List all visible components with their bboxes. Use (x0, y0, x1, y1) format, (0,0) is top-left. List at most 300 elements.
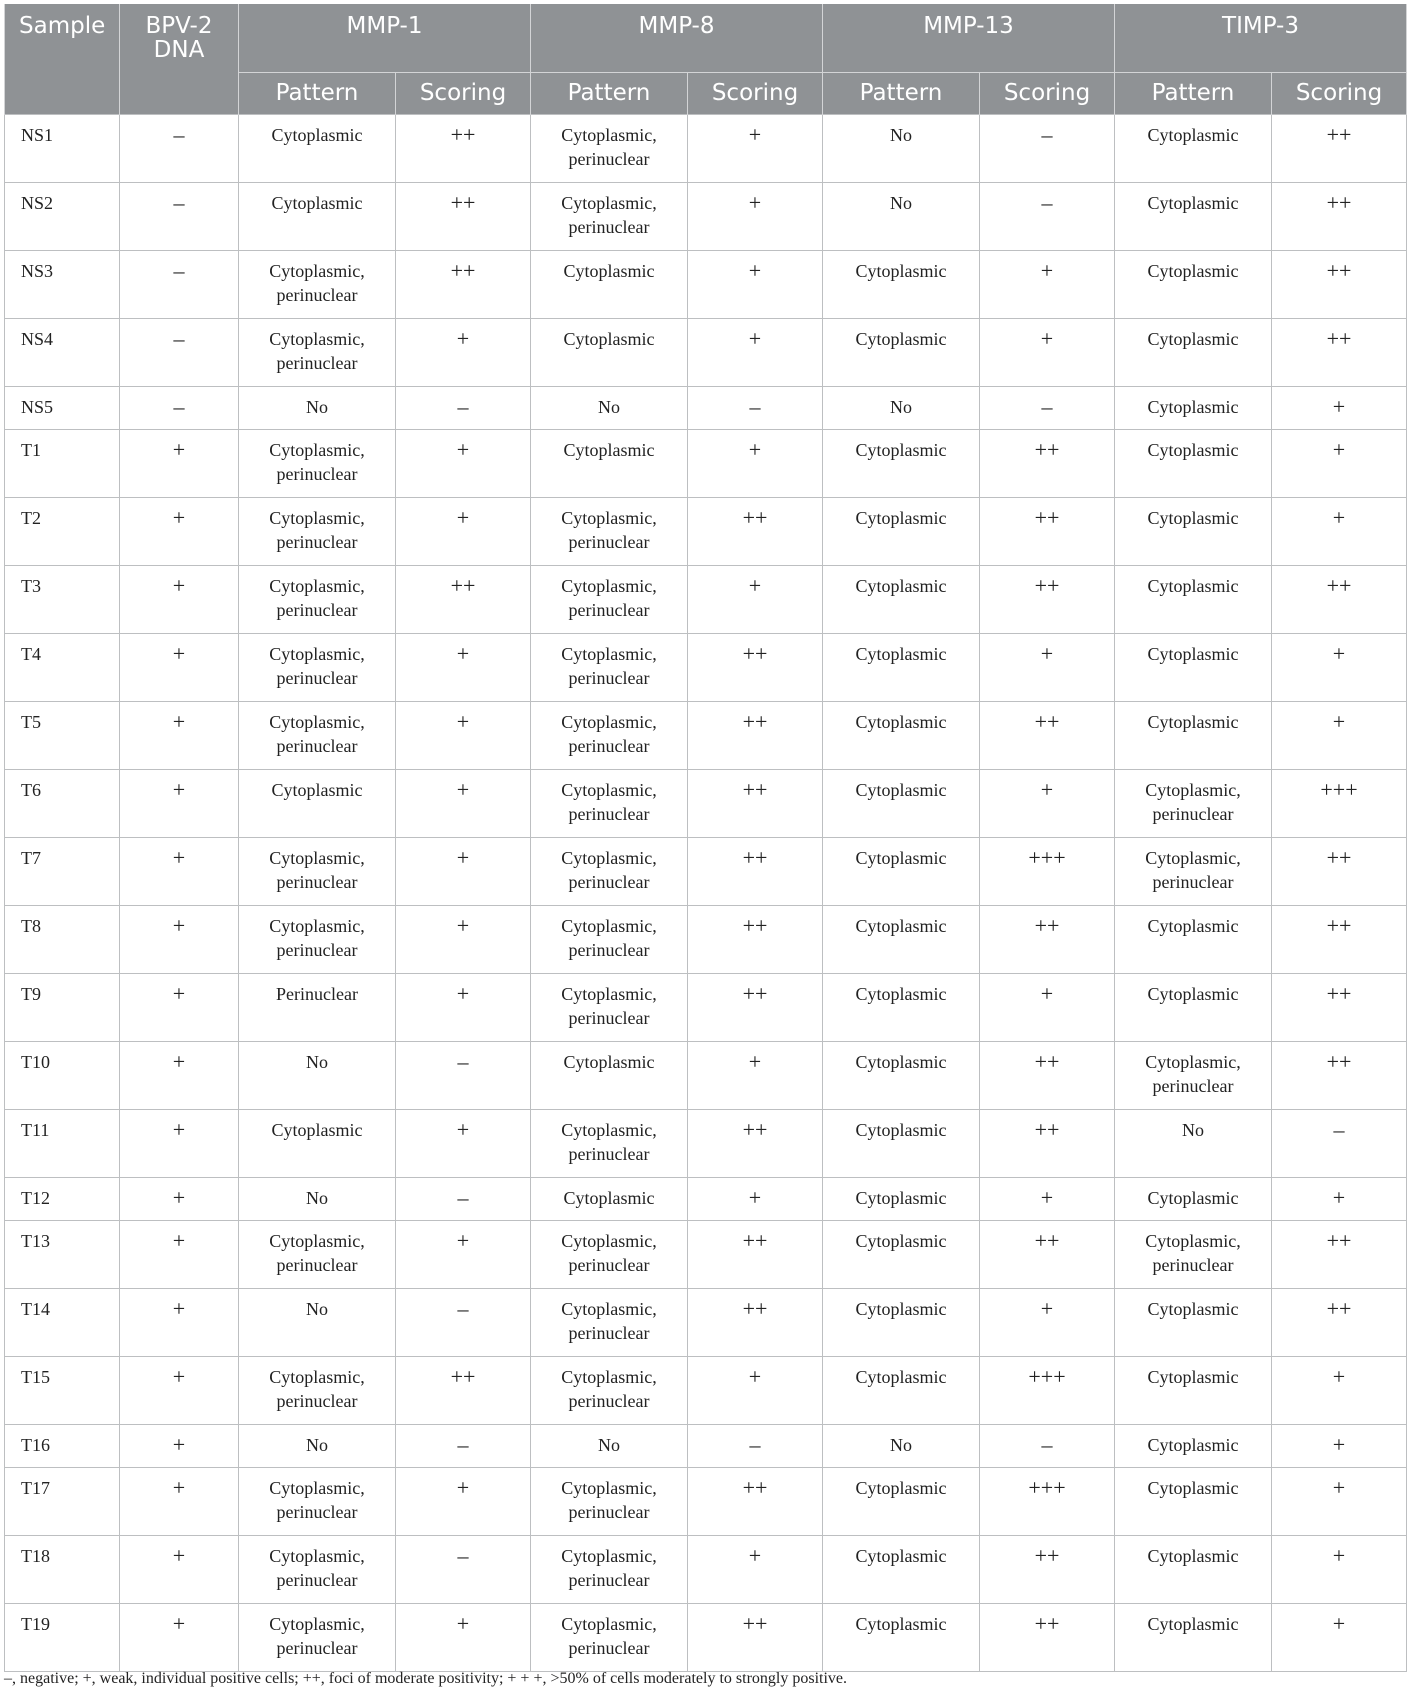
cell-mmp8-scoring: ++ (688, 973, 823, 1041)
cell-bpv2-dna: + (120, 1424, 239, 1467)
cell-mmp1-pattern: No (239, 1177, 396, 1220)
cell-mmp8-pattern (531, 1603, 688, 1671)
cell-mmp8-scoring: + (688, 114, 823, 182)
cell-mmp13-pattern: Cytoplasmic (823, 1356, 980, 1424)
cell-text-line: perinuclear (568, 871, 650, 892)
table-row (5, 1220, 1407, 1288)
table-row (5, 497, 1407, 565)
cell-timp3-scoring: ++ (1272, 1220, 1407, 1288)
cell-text-line: Cytoplasmic, (561, 983, 657, 1004)
table-row (5, 1467, 1407, 1535)
cell-timp3-scoring: +++ (1272, 769, 1407, 837)
cell-text-line: perinuclear (1152, 803, 1234, 824)
cell-mmp13-scoring: + (980, 1177, 1115, 1220)
cell-timp3-scoring: ++ (1272, 973, 1407, 1041)
cell-sample: T1 (5, 429, 120, 497)
cell-bpv2-dna: + (120, 1356, 239, 1424)
cell-text-line: Cytoplasmic, (1145, 847, 1241, 868)
cell-timp3-scoring: ++ (1272, 837, 1407, 905)
cell-timp3-scoring: ++ (1272, 1288, 1407, 1356)
cell-text-line: Cytoplasmic, (269, 328, 365, 349)
cell-bpv2-dna: + (120, 633, 239, 701)
cell-timp3-pattern: Cytoplasmic (1115, 250, 1272, 318)
cell-bpv2-dna: + (120, 1041, 239, 1109)
cell-text-line: Cytoplasmic, (561, 1298, 657, 1319)
header-scoring: Scoring (980, 72, 1115, 114)
cell-timp3-pattern: Cytoplasmic (1115, 701, 1272, 769)
cell-text-line: Cytoplasmic, (561, 1230, 657, 1251)
cell-mmp8-scoring: ++ (688, 497, 823, 565)
cell-text-line: Cytoplasmic, (561, 1477, 657, 1498)
cell-bpv2-dna: + (120, 1288, 239, 1356)
cell-mmp8-pattern (531, 1220, 688, 1288)
table-row (5, 1288, 1407, 1356)
cell-sample: T18 (5, 1535, 120, 1603)
cell-mmp8-pattern (531, 973, 688, 1041)
cell-mmp1-pattern (239, 633, 396, 701)
cell-timp3-pattern: Cytoplasmic (1115, 1288, 1272, 1356)
cell-mmp1-pattern: Cytoplasmic (239, 114, 396, 182)
cell-text-line: perinuclear (276, 1569, 358, 1590)
cell-mmp8-pattern (531, 497, 688, 565)
cell-mmp13-scoring: + (980, 250, 1115, 318)
cell-mmp13-pattern: Cytoplasmic (823, 973, 980, 1041)
cell-mmp13-pattern: Cytoplasmic (823, 250, 980, 318)
cell-sample: T14 (5, 1288, 120, 1356)
data-table-container (4, 4, 1406, 1672)
cell-text-line: Cytoplasmic, (1145, 1230, 1241, 1251)
cell-mmp13-scoring: ++ (980, 565, 1115, 633)
cell-mmp8-pattern: Cytoplasmic (531, 1041, 688, 1109)
cell-timp3-scoring: ++ (1272, 182, 1407, 250)
cell-text-line: perinuclear (568, 1390, 650, 1411)
cell-timp3-pattern: Cytoplasmic (1115, 1177, 1272, 1220)
cell-bpv2-dna: + (120, 1467, 239, 1535)
cell-mmp13-scoring: +++ (980, 1467, 1115, 1535)
cell-text-line: perinuclear (276, 1501, 358, 1522)
cell-bpv2-dna: + (120, 429, 239, 497)
cell-mmp8-pattern (531, 1288, 688, 1356)
cell-mmp1-pattern: Perinuclear (239, 973, 396, 1041)
table-row (5, 973, 1407, 1041)
cell-mmp13-pattern: Cytoplasmic (823, 1220, 980, 1288)
cell-mmp8-pattern: Cytoplasmic (531, 250, 688, 318)
cell-mmp8-pattern: Cytoplasmic (531, 429, 688, 497)
cell-mmp8-scoring: + (688, 1177, 823, 1220)
cell-mmp8-scoring: ++ (688, 633, 823, 701)
cell-mmp8-pattern (531, 1356, 688, 1424)
cell-mmp8-scoring: + (688, 1356, 823, 1424)
cell-mmp13-pattern: No (823, 182, 980, 250)
cell-mmp8-scoring: – (688, 386, 823, 429)
table-row (5, 1424, 1407, 1467)
cell-mmp1-scoring: + (396, 1603, 531, 1671)
cell-mmp1-scoring: + (396, 1109, 531, 1177)
cell-text-line: perinuclear (568, 803, 650, 824)
cell-mmp13-pattern: No (823, 114, 980, 182)
table-body (5, 114, 1407, 1671)
cell-timp3-scoring: + (1272, 701, 1407, 769)
cell-timp3-pattern: Cytoplasmic (1115, 1603, 1272, 1671)
cell-mmp1-scoring: + (396, 633, 531, 701)
cell-mmp1-scoring: + (396, 905, 531, 973)
cell-bpv2-dna: + (120, 701, 239, 769)
cell-mmp8-scoring: + (688, 318, 823, 386)
cell-mmp8-pattern (531, 769, 688, 837)
cell-mmp1-pattern (239, 497, 396, 565)
cell-sample: T5 (5, 701, 120, 769)
cell-mmp8-pattern (531, 114, 688, 182)
cell-mmp1-scoring: + (396, 1467, 531, 1535)
cell-mmp8-scoring: + (688, 182, 823, 250)
cell-bpv2-dna: + (120, 837, 239, 905)
cell-mmp1-pattern: No (239, 1424, 396, 1467)
cell-timp3-scoring: + (1272, 1177, 1407, 1220)
cell-timp3-scoring: + (1272, 1467, 1407, 1535)
cell-text-line: perinuclear (276, 1637, 358, 1658)
header-group-timp3: TIMP-3 (1115, 4, 1407, 72)
cell-timp3-scoring: ++ (1272, 250, 1407, 318)
cell-text-line: perinuclear (276, 284, 358, 305)
cell-sample: T3 (5, 565, 120, 633)
header-group-mmp13: MMP-13 (823, 4, 1115, 72)
cell-mmp8-scoring: + (688, 565, 823, 633)
cell-mmp8-pattern (531, 905, 688, 973)
cell-text-line: perinuclear (568, 1501, 650, 1522)
cell-mmp8-pattern (531, 701, 688, 769)
cell-timp3-pattern: Cytoplasmic (1115, 429, 1272, 497)
cell-text-line: Cytoplasmic, (561, 915, 657, 936)
cell-text-line: perinuclear (568, 1143, 650, 1164)
cell-text-line: perinuclear (568, 1569, 650, 1590)
cell-timp3-scoring: ++ (1272, 318, 1407, 386)
cell-bpv2-dna: – (120, 182, 239, 250)
cell-timp3-scoring: + (1272, 1424, 1407, 1467)
cell-mmp1-pattern: Cytoplasmic (239, 769, 396, 837)
cell-mmp8-pattern: Cytoplasmic (531, 318, 688, 386)
table-row (5, 114, 1407, 182)
cell-text-line: perinuclear (568, 1322, 650, 1343)
cell-mmp1-pattern (239, 905, 396, 973)
cell-mmp1-scoring: – (396, 1535, 531, 1603)
cell-timp3-scoring: + (1272, 429, 1407, 497)
cell-timp3-pattern: Cytoplasmic (1115, 386, 1272, 429)
cell-mmp8-pattern (531, 1109, 688, 1177)
cell-timp3-pattern: Cytoplasmic (1115, 114, 1272, 182)
cell-text-line: Cytoplasmic, (561, 124, 657, 145)
header-scoring: Scoring (396, 72, 531, 114)
cell-text-line: Cytoplasmic, (1145, 1051, 1241, 1072)
cell-text-line: perinuclear (568, 735, 650, 756)
cell-timp3-scoring: + (1272, 1356, 1407, 1424)
cell-sample: NS4 (5, 318, 120, 386)
table-footnote: –, negative; +, weak, individual positive cells; ++, foci of moderate positivity; + + +, >50% of cells moderately to strongly positive. (4, 1670, 847, 1687)
cell-text-line: perinuclear (276, 667, 358, 688)
cell-timp3-pattern: Cytoplasmic (1115, 565, 1272, 633)
cell-text-line: perinuclear (568, 667, 650, 688)
cell-mmp13-pattern: Cytoplasmic (823, 1109, 980, 1177)
cell-sample: T17 (5, 1467, 120, 1535)
cell-bpv2-dna: + (120, 1220, 239, 1288)
cell-mmp13-scoring: ++ (980, 1535, 1115, 1603)
cell-mmp1-scoring: – (396, 1177, 531, 1220)
cell-mmp8-scoring: + (688, 1535, 823, 1603)
cell-bpv2-dna: + (120, 1603, 239, 1671)
cell-bpv2-dna: + (120, 973, 239, 1041)
cell-text-line: Cytoplasmic, (561, 779, 657, 800)
table-row (5, 1041, 1407, 1109)
table-row (5, 1356, 1407, 1424)
cell-timp3-pattern: No (1115, 1109, 1272, 1177)
cell-mmp8-pattern: No (531, 386, 688, 429)
cell-bpv2-dna: + (120, 905, 239, 973)
cell-bpv2-dna: + (120, 769, 239, 837)
cell-mmp1-scoring: + (396, 769, 531, 837)
cell-text-line: perinuclear (276, 735, 358, 756)
cell-text-line: Cytoplasmic, (1145, 779, 1241, 800)
cell-bpv2-dna: + (120, 1535, 239, 1603)
table-row (5, 386, 1407, 429)
cell-mmp1-pattern (239, 318, 396, 386)
cell-mmp8-scoring: ++ (688, 1467, 823, 1535)
cell-text-line: perinuclear (568, 216, 650, 237)
cell-mmp13-pattern: No (823, 386, 980, 429)
cell-mmp13-scoring: + (980, 769, 1115, 837)
cell-mmp8-pattern: No (531, 1424, 688, 1467)
cell-mmp8-pattern (531, 565, 688, 633)
cell-mmp1-pattern (239, 701, 396, 769)
cell-mmp8-scoring: ++ (688, 905, 823, 973)
cell-mmp1-scoring: + (396, 973, 531, 1041)
cell-mmp13-scoring: – (980, 182, 1115, 250)
cell-text-line: Cytoplasmic, (561, 711, 657, 732)
cell-timp3-scoring: ++ (1272, 905, 1407, 973)
cell-mmp8-pattern: Cytoplasmic (531, 1177, 688, 1220)
cell-timp3-pattern: Cytoplasmic (1115, 633, 1272, 701)
table-row (5, 1603, 1407, 1671)
cell-mmp13-pattern: Cytoplasmic (823, 1603, 980, 1671)
cell-mmp13-scoring: + (980, 318, 1115, 386)
cell-mmp13-pattern: Cytoplasmic (823, 429, 980, 497)
cell-sample: T11 (5, 1109, 120, 1177)
cell-mmp13-scoring: – (980, 386, 1115, 429)
cell-mmp13-scoring: + (980, 973, 1115, 1041)
cell-mmp8-scoring: ++ (688, 1288, 823, 1356)
cell-timp3-pattern: Cytoplasmic (1115, 1535, 1272, 1603)
cell-text-line: perinuclear (276, 1254, 358, 1275)
cell-mmp13-scoring: + (980, 1288, 1115, 1356)
cell-mmp1-scoring: + (396, 497, 531, 565)
cell-mmp1-scoring: ++ (396, 182, 531, 250)
cell-mmp13-pattern: Cytoplasmic (823, 565, 980, 633)
cell-text-line: perinuclear (276, 599, 358, 620)
cell-timp3-pattern (1115, 837, 1272, 905)
cell-sample: NS5 (5, 386, 120, 429)
cell-text-line: Cytoplasmic, (269, 1366, 365, 1387)
cell-mmp13-pattern: Cytoplasmic (823, 1288, 980, 1356)
cell-mmp8-pattern (531, 1535, 688, 1603)
table-row (5, 250, 1407, 318)
cell-mmp8-scoring: + (688, 250, 823, 318)
cell-mmp1-scoring: + (396, 1220, 531, 1288)
cell-mmp13-scoring: ++ (980, 1109, 1115, 1177)
cell-sample: NS3 (5, 250, 120, 318)
cell-sample: T16 (5, 1424, 120, 1467)
cell-bpv2-dna: + (120, 565, 239, 633)
cell-timp3-pattern: Cytoplasmic (1115, 497, 1272, 565)
cell-text-line: Cytoplasmic, (561, 1545, 657, 1566)
cell-mmp13-scoring: – (980, 1424, 1115, 1467)
header-pattern: Pattern (823, 72, 980, 114)
cell-mmp8-scoring: ++ (688, 769, 823, 837)
cell-sample: NS1 (5, 114, 120, 182)
cell-bpv2-dna: – (120, 318, 239, 386)
cell-timp3-scoring: ++ (1272, 114, 1407, 182)
cell-mmp1-pattern (239, 1535, 396, 1603)
cell-mmp1-scoring: ++ (396, 1356, 531, 1424)
table-row (5, 905, 1407, 973)
table-row (5, 182, 1407, 250)
cell-mmp13-pattern: Cytoplasmic (823, 769, 980, 837)
cell-text-line: perinuclear (1152, 1075, 1234, 1096)
cell-sample: T6 (5, 769, 120, 837)
cell-text-line: Cytoplasmic, (561, 643, 657, 664)
table-row (5, 837, 1407, 905)
header-bpv2-dna-line: BPV-2 (145, 13, 213, 39)
cell-mmp1-pattern (239, 1356, 396, 1424)
cell-timp3-scoring: + (1272, 1603, 1407, 1671)
cell-sample: T19 (5, 1603, 120, 1671)
header-group-mmp8: MMP-8 (531, 4, 823, 72)
cell-timp3-pattern: Cytoplasmic (1115, 973, 1272, 1041)
cell-mmp13-scoring: ++ (980, 497, 1115, 565)
cell-bpv2-dna: – (120, 114, 239, 182)
cell-mmp8-pattern (531, 837, 688, 905)
cell-mmp1-pattern (239, 250, 396, 318)
table-row (5, 429, 1407, 497)
cell-bpv2-dna: – (120, 250, 239, 318)
cell-mmp13-scoring: +++ (980, 1356, 1115, 1424)
cell-mmp13-scoring: ++ (980, 701, 1115, 769)
cell-mmp1-pattern: No (239, 1288, 396, 1356)
cell-mmp13-scoring: ++ (980, 1220, 1115, 1288)
cell-mmp13-pattern: Cytoplasmic (823, 1467, 980, 1535)
cell-mmp13-pattern: Cytoplasmic (823, 1177, 980, 1220)
cell-text-line: Cytoplasmic, (561, 575, 657, 596)
cell-mmp1-pattern (239, 429, 396, 497)
table-row (5, 1535, 1407, 1603)
cell-text-line: Cytoplasmic, (269, 643, 365, 664)
cell-sample: T4 (5, 633, 120, 701)
cell-mmp8-scoring: ++ (688, 1603, 823, 1671)
cell-mmp13-scoring: ++ (980, 1041, 1115, 1109)
table-row (5, 565, 1407, 633)
cell-mmp1-scoring: + (396, 837, 531, 905)
cell-text-line: perinuclear (1152, 871, 1234, 892)
cell-text-line: perinuclear (276, 463, 358, 484)
header-scoring: Scoring (688, 72, 823, 114)
cell-mmp13-pattern: Cytoplasmic (823, 701, 980, 769)
cell-sample: T13 (5, 1220, 120, 1288)
cell-text-line: perinuclear (276, 871, 358, 892)
cell-text-line: perinuclear (568, 531, 650, 552)
header-sample: Sample (5, 4, 120, 114)
cell-mmp1-scoring: + (396, 429, 531, 497)
cell-text-line: Cytoplasmic, (269, 1613, 365, 1634)
cell-timp3-scoring: + (1272, 633, 1407, 701)
cell-text-line: perinuclear (568, 599, 650, 620)
cell-text-line: Cytoplasmic, (269, 915, 365, 936)
cell-text-line: Cytoplasmic, (561, 847, 657, 868)
cell-sample: T12 (5, 1177, 120, 1220)
cell-mmp1-pattern (239, 1603, 396, 1671)
cell-mmp1-scoring: – (396, 1288, 531, 1356)
cell-mmp1-scoring: + (396, 701, 531, 769)
cell-mmp1-scoring: ++ (396, 250, 531, 318)
cell-mmp1-scoring: ++ (396, 565, 531, 633)
cell-mmp13-pattern: No (823, 1424, 980, 1467)
cell-mmp1-pattern (239, 565, 396, 633)
cell-text-line: Cytoplasmic, (561, 192, 657, 213)
cell-mmp1-scoring: ++ (396, 114, 531, 182)
table-row (5, 1109, 1407, 1177)
table-row (5, 633, 1407, 701)
cell-mmp8-pattern (531, 633, 688, 701)
cell-mmp13-scoring: ++ (980, 905, 1115, 973)
cell-mmp1-scoring: – (396, 1041, 531, 1109)
header-scoring: Scoring (1272, 72, 1407, 114)
cell-timp3-pattern: Cytoplasmic (1115, 1467, 1272, 1535)
cell-mmp13-pattern: Cytoplasmic (823, 837, 980, 905)
cell-mmp1-pattern: Cytoplasmic (239, 182, 396, 250)
cell-mmp8-scoring: + (688, 429, 823, 497)
cell-mmp13-pattern: Cytoplasmic (823, 905, 980, 973)
table-row (5, 701, 1407, 769)
header-group-mmp1: MMP-1 (239, 4, 531, 72)
cell-bpv2-dna: – (120, 386, 239, 429)
cell-mmp8-scoring: ++ (688, 701, 823, 769)
cell-text-line: Cytoplasmic, (269, 711, 365, 732)
cell-sample: T8 (5, 905, 120, 973)
cell-mmp1-scoring: – (396, 1424, 531, 1467)
cell-bpv2-dna: + (120, 1177, 239, 1220)
cell-mmp13-scoring: ++ (980, 429, 1115, 497)
cell-text-line: perinuclear (276, 939, 358, 960)
cell-sample: NS2 (5, 182, 120, 250)
cell-timp3-pattern (1115, 1041, 1272, 1109)
header-pattern: Pattern (531, 72, 688, 114)
cell-text-line: Cytoplasmic, (269, 847, 365, 868)
cell-timp3-pattern: Cytoplasmic (1115, 1356, 1272, 1424)
cell-text-line: perinuclear (568, 1637, 650, 1658)
cell-text-line: Cytoplasmic, (561, 1613, 657, 1634)
cell-mmp1-pattern (239, 837, 396, 905)
cell-mmp8-scoring: – (688, 1424, 823, 1467)
cell-text-line: Cytoplasmic, (269, 507, 365, 528)
cell-mmp8-pattern (531, 182, 688, 250)
cell-timp3-pattern: Cytoplasmic (1115, 182, 1272, 250)
header-pattern: Pattern (239, 72, 396, 114)
cell-mmp1-scoring: – (396, 386, 531, 429)
cell-mmp13-scoring: – (980, 114, 1115, 182)
cell-text-line: perinuclear (568, 1007, 650, 1028)
cell-mmp1-pattern (239, 1220, 396, 1288)
cell-mmp8-scoring: ++ (688, 1220, 823, 1288)
cell-text-line: Cytoplasmic, (269, 575, 365, 596)
cell-text-line: perinuclear (568, 148, 650, 169)
cell-mmp1-pattern: No (239, 386, 396, 429)
header-bpv2-dna (120, 4, 239, 114)
